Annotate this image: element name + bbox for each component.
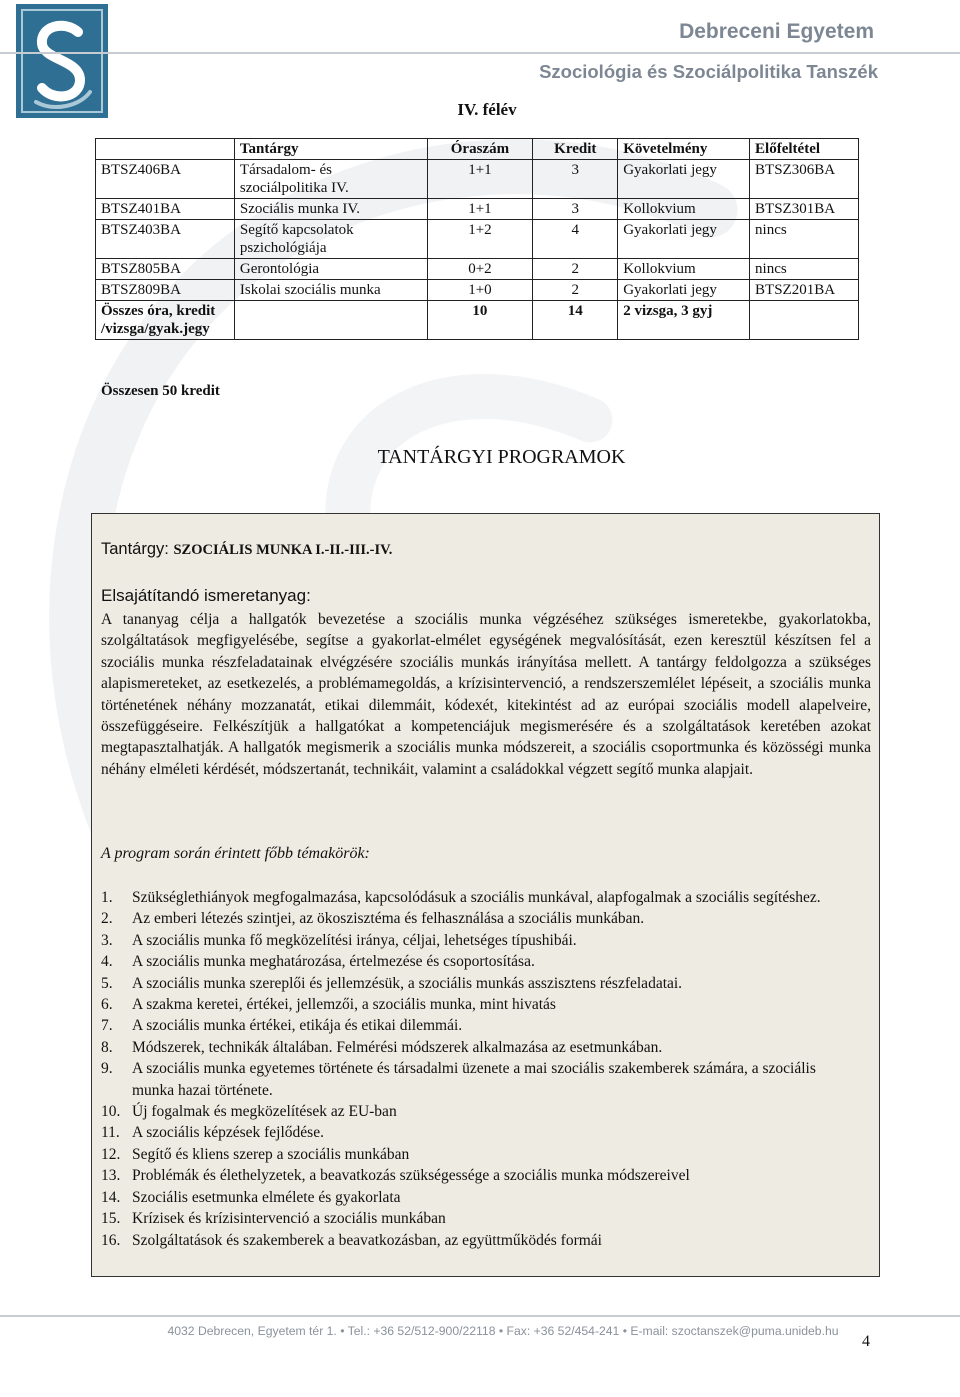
total-requirement: 2 vizsga, 3 gyj	[618, 301, 750, 340]
topic-number: 4.	[101, 953, 113, 971]
course-prerequisite: nincs	[750, 259, 859, 280]
list-item	[101, 930, 861, 951]
list-item	[101, 1058, 861, 1101]
course-credit: 2	[533, 259, 618, 280]
list-item	[101, 1037, 861, 1058]
course-code: BTSZ805BA	[96, 259, 235, 280]
total-empty-cell	[750, 301, 859, 340]
list-item	[101, 887, 861, 908]
list-item	[101, 1230, 861, 1251]
table-row	[96, 259, 859, 280]
table-header-row	[96, 139, 859, 160]
course-hours: 1+0	[427, 280, 533, 301]
course-hours: 1+1	[427, 199, 533, 220]
header-cell-subject: Tantárgy	[234, 139, 427, 160]
table-row	[96, 160, 859, 199]
topic-number: 16.	[101, 1231, 121, 1249]
course-requirement: Gyakorlati jegy	[618, 280, 750, 301]
topic-number: 1.	[101, 889, 113, 906]
topic-text: Az emberi létezés szintjei, az ökoszisztéma és felhasználása a szociális munkában.	[132, 910, 645, 928]
total-label: Összes óra, kredit /vizsga/gyak.jegy	[96, 301, 235, 340]
course-credit: 3	[533, 160, 618, 199]
list-item	[101, 1144, 861, 1165]
topic-number: 13.	[101, 1167, 121, 1185]
list-item	[101, 1015, 861, 1036]
course-hours: 1+1	[427, 160, 533, 199]
course-requirement: Gyakorlati jegy	[618, 160, 750, 199]
department-name: Szociológia és Szociálpolitika Tanszék	[539, 61, 878, 82]
topic-number: 3.	[101, 931, 113, 949]
course-prerequisite: BTSZ306BA	[750, 160, 859, 199]
topic-text: Problémák és élethelyzetek, a beavatkozás szükségessége a szociális munka módszereivel	[132, 1167, 690, 1185]
header-cell-hours: Óraszám	[427, 139, 533, 160]
course-table	[95, 138, 859, 340]
list-item	[101, 973, 861, 994]
footer-divider	[0, 1315, 960, 1317]
course-requirement: Kollokvium	[618, 199, 750, 220]
topic-text: A szociális munka szereplői és jellemzésük, a szociális munkás asszisztens részfeladatai.	[132, 974, 683, 992]
list-item	[101, 1122, 861, 1143]
table-total-row	[96, 301, 859, 340]
course-subject: Iskolai szociális munka	[234, 280, 427, 301]
program-subject-line	[101, 540, 392, 559]
topic-number: 10.	[101, 1103, 121, 1121]
topic-number: 9.	[101, 1060, 113, 1078]
total-empty-cell	[234, 301, 427, 340]
course-hours: 0+2	[427, 259, 533, 280]
course-hours: 1+2	[427, 220, 533, 259]
topic-text: A szociális munka meghatározása, értelmezése és csoportosítása.	[132, 953, 535, 971]
course-credit: 2	[533, 280, 618, 301]
course-subject: Társadalom- és szociálpolitika IV.	[234, 160, 427, 199]
header-cell-prerequisite: Előfeltétel	[750, 139, 859, 160]
topic-text: Szociális esetmunka elmélete és gyakorlata	[132, 1188, 401, 1206]
topic-number: 12.	[101, 1145, 121, 1163]
topics-heading: A program során érintett főbb témakörök:	[101, 845, 370, 862]
topic-text: A szociális munka fő megközelítési iránya, céljai, lehetséges típushibái.	[132, 931, 577, 949]
course-requirement: Gyakorlati jegy	[618, 220, 750, 259]
topic-text: A szociális képzések fejlődése.	[132, 1124, 324, 1142]
list-item	[101, 951, 861, 972]
header-divider	[0, 52, 960, 54]
list-item	[101, 994, 861, 1015]
topic-text: Szolgáltatások és szakemberek a beavatkozásban, az együttműködés formái	[132, 1231, 602, 1249]
course-subject: Segítő kapcsolatok pszichológiája	[234, 220, 427, 259]
topic-number: 15.	[101, 1210, 121, 1228]
subject-label: Tantárgy:	[101, 540, 169, 558]
header-cell-credit: Kredit	[533, 139, 618, 160]
total-hours: 10	[427, 301, 533, 340]
topic-text: A szociális munka értékei, etikája és etikai dilemmái.	[132, 1017, 463, 1035]
list-item	[101, 1208, 861, 1229]
subject-name: SZOCIÁLIS MUNKA I.-II.-III.-IV.	[173, 542, 393, 558]
topic-number: 11.	[101, 1124, 120, 1142]
total-credit-summary: Összesen 50 kredit	[101, 383, 220, 399]
course-credit: 4	[533, 220, 618, 259]
list-item	[101, 908, 861, 929]
table-row	[96, 280, 859, 301]
course-requirement: Kollokvium	[618, 259, 750, 280]
topic-number: 5.	[101, 974, 113, 992]
footer-contact: 4032 Debrecen, Egyetem tér 1. • Tel.: +36 52/512-900/22118 • Fax: +36 52/454-241 • E-mail: szoctanszek@puma.unideb.hu	[167, 1324, 839, 1338]
list-item	[101, 1101, 861, 1122]
semester-title: IV. félév	[457, 100, 517, 119]
topic-text: Krízisek és krízisintervenció a szociális munkában	[132, 1210, 446, 1228]
total-credit: 14	[533, 301, 618, 340]
topic-text: Segítő és kliens szerep a szociális munkában	[132, 1145, 410, 1163]
course-prerequisite: nincs	[750, 220, 859, 259]
header-cell-code	[96, 139, 235, 160]
course-subject: Gerontológia	[234, 259, 427, 280]
content-description: A tananyag célja a hallgatók bevezetése a szociális munka végzéséhez szükséges ismeretekbe, gyakorlatokba, szolgáltatások megfigyelésébe, segítse a gyakorlat-elmélet egységének megvalósítását, ezen keresztül készítsen fel a szociális munka részfeladatainak elvégzésére szociális munkás irányítása mellett. A tantárgy feldolgozza a szükséges alapismereteket, az esetkezelés, a problémamegoldás, a krízisintervenció, a rendszerszemlélet lépéseit, a szociális munka történetének néhány mozzanatát, etikai dilemmáit, kódexét, kitekintést ad az európai szociális modell alapelveire, összefüggéseire. Felkészítjük a hallgatókat a kompetenciájuk megismerésére és a szolgáltatások keretében azokat megtapasztalhatják. A hallgatók megismerik a szociális munka módszereit, a szociális csoportmunka és közösségi munka néhány elméleti kérdését, módszertanát, technikáit, valamint a családokkal végzett segítő munka alapjait.	[101, 611, 871, 778]
topic-text: A szociális munka egyetemes története és társadalmi üzenete a mai szociális szakemberek számára, a szociális munka hazai története.	[132, 1060, 816, 1099]
list-item	[101, 1165, 861, 1186]
course-subject: Szociális munka IV.	[234, 199, 427, 220]
programs-title: TANTÁRGYI PROGRAMOK	[377, 446, 626, 468]
header-cell-requirement: Követelmény	[618, 139, 750, 160]
course-code: BTSZ406BA	[96, 160, 235, 199]
course-code: BTSZ809BA	[96, 280, 235, 301]
course-code: BTSZ401BA	[96, 199, 235, 220]
page-number: 4	[862, 1333, 870, 1350]
topic-text: Módszerek, technikák általában. Felmérési módszerek alkalmazása az esetmunkában.	[132, 1038, 663, 1056]
table-row	[96, 220, 859, 259]
course-prerequisite: BTSZ201BA	[750, 280, 859, 301]
topic-list	[101, 887, 861, 1251]
topic-number: 6.	[101, 996, 113, 1014]
course-credit: 3	[533, 199, 618, 220]
topic-number: 8.	[101, 1038, 113, 1056]
list-item	[101, 1187, 861, 1208]
topic-number: 2.	[101, 910, 113, 928]
topic-text: Szükséglethiányok megfogalmazása, kapcsolódásuk a szociális munkával, alapfogalmak a szociális segítéshez.	[132, 889, 821, 906]
university-name: Debreceni Egyetem	[679, 20, 874, 43]
topic-text: Új fogalmak és megközelítések az EU-ban	[132, 1103, 397, 1121]
table-row	[96, 199, 859, 220]
course-prerequisite: BTSZ301BA	[750, 199, 859, 220]
topic-number: 7.	[101, 1017, 113, 1035]
content-title: Elsajátítandó ismeretanyag:	[101, 586, 311, 605]
course-code: BTSZ403BA	[96, 220, 235, 259]
topic-text: A szakma keretei, értékei, jellemzői, a szociális munka, mint hivatás	[132, 996, 556, 1014]
topic-number: 14.	[101, 1188, 121, 1206]
